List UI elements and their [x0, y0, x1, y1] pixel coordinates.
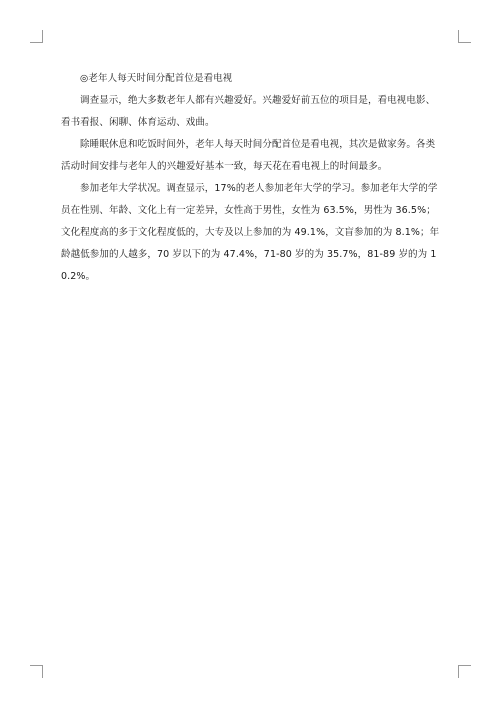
crop-mark-top-left [30, 30, 43, 43]
section-heading: ◎老年人每天时间分配首位是看电视 [80, 73, 233, 84]
crop-mark-bottom-left [30, 665, 43, 678]
paragraph-hobbies: 调查显示，绝大多数老年人都有兴趣爱好。兴趣爱好前五位的项目是，看电视电影、看书看报、闲聊、体育运动、戏曲。 [61, 95, 436, 128]
document-body [61, 68, 441, 288]
paragraph-time-allocation: 除睡眠休息和吃饭时间外，老年人每天时间分配首位是看电视，其次是做家务。各类活动时间安排与老年人的兴趣爱好基本一致，每天花在看电视上的时间最多。 [61, 139, 436, 172]
paragraph-senior-university: 参加老年大学状况。调查显示，17%的老人参加老年大学的学习。参加老年大学的学员在性别、年龄、文化上有一定差异，女性高于男性，女性为 63.5%，男性为 36.5%；文化程度高的多于文化程度低的，大专及以上参加的为 49.1%，文盲参加的为 8.1%；年龄越低参加的人越多，70 岁以下的为 47.4%，71-80 岁的为 35.7%，81-89 岁的为 10.2%。 [61, 183, 440, 282]
crop-mark-top-right [458, 30, 471, 43]
crop-mark-bottom-right [458, 665, 471, 678]
